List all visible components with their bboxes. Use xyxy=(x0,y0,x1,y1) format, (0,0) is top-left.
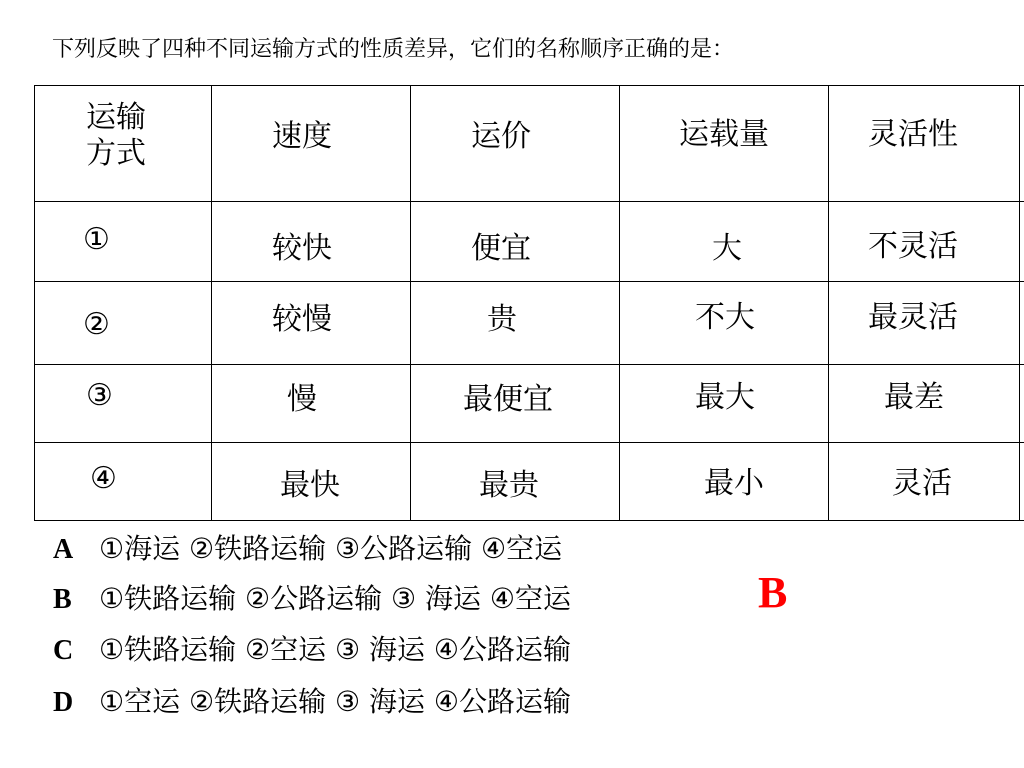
header-mode-line2: 方式 xyxy=(86,136,146,171)
option-b xyxy=(53,579,571,620)
row-2-flexibility: 最灵活 xyxy=(868,300,958,335)
row-4-flexibility: 灵活 xyxy=(892,466,952,501)
option-c xyxy=(53,630,571,671)
row-2-id: ② xyxy=(83,307,110,342)
table-rule xyxy=(1019,85,1020,521)
option-c-text: ①铁路运输 ②空运 ③ 海运 ④公路运输 xyxy=(99,633,572,666)
transport-table xyxy=(34,85,1024,521)
option-d xyxy=(53,682,571,723)
table-rule xyxy=(619,85,620,521)
header-speed: 速度 xyxy=(272,119,332,154)
row-3-flexibility: 最差 xyxy=(884,380,944,415)
option-b-letter: B xyxy=(53,584,72,615)
header-flexibility: 灵活性 xyxy=(868,117,958,152)
table-rule xyxy=(34,520,1024,521)
row-1-speed: 较快 xyxy=(272,231,332,266)
question-text: 下列反映了四种不同运输方式的性质差异，它们的名称顺序正确的是： xyxy=(52,37,735,62)
table-rule xyxy=(34,364,1024,365)
table-rule xyxy=(34,85,35,521)
answer-mark: B xyxy=(758,568,788,617)
table-rule xyxy=(410,85,411,521)
row-4-price: 最贵 xyxy=(479,468,539,503)
option-a-letter: A xyxy=(53,534,74,565)
option-c-letter: C xyxy=(53,635,74,666)
row-1-price: 便宜 xyxy=(471,231,531,266)
header-volume: 运载量 xyxy=(679,117,769,152)
row-2-speed: 较慢 xyxy=(272,302,332,337)
row-1-flexibility: 不灵活 xyxy=(868,229,958,264)
option-d-letter: D xyxy=(53,687,74,718)
row-4-volume: 最小 xyxy=(704,466,764,501)
option-b-text: ①铁路运输 ②公路运输 ③ 海运 ④空运 xyxy=(99,582,572,615)
table-rule xyxy=(828,85,829,521)
row-3-volume: 最大 xyxy=(695,380,755,415)
table-rule xyxy=(34,281,1024,282)
row-1-volume: 大 xyxy=(712,231,742,266)
option-d-text: ①空运 ②铁路运输 ③ 海运 ④公路运输 xyxy=(99,685,572,718)
header-mode-line1: 运输 xyxy=(86,100,146,135)
row-2-volume: 不大 xyxy=(695,300,755,335)
option-a xyxy=(53,529,562,570)
table-rule xyxy=(34,442,1024,443)
row-2-price: 贵 xyxy=(487,302,517,337)
header-price: 运价 xyxy=(471,119,531,154)
table-rule xyxy=(34,201,1024,202)
header-mode xyxy=(86,100,146,172)
row-3-id: ③ xyxy=(86,378,113,413)
table-rule xyxy=(34,85,1024,86)
row-3-speed: 慢 xyxy=(287,382,317,417)
row-1-id: ① xyxy=(83,222,110,257)
row-3-price: 最便宜 xyxy=(463,382,553,417)
row-4-id: ④ xyxy=(90,461,117,496)
table-rule xyxy=(211,85,212,521)
option-a-text: ①海运 ②铁路运输 ③公路运输 ④空运 xyxy=(99,532,563,565)
row-4-speed: 最快 xyxy=(280,468,340,503)
